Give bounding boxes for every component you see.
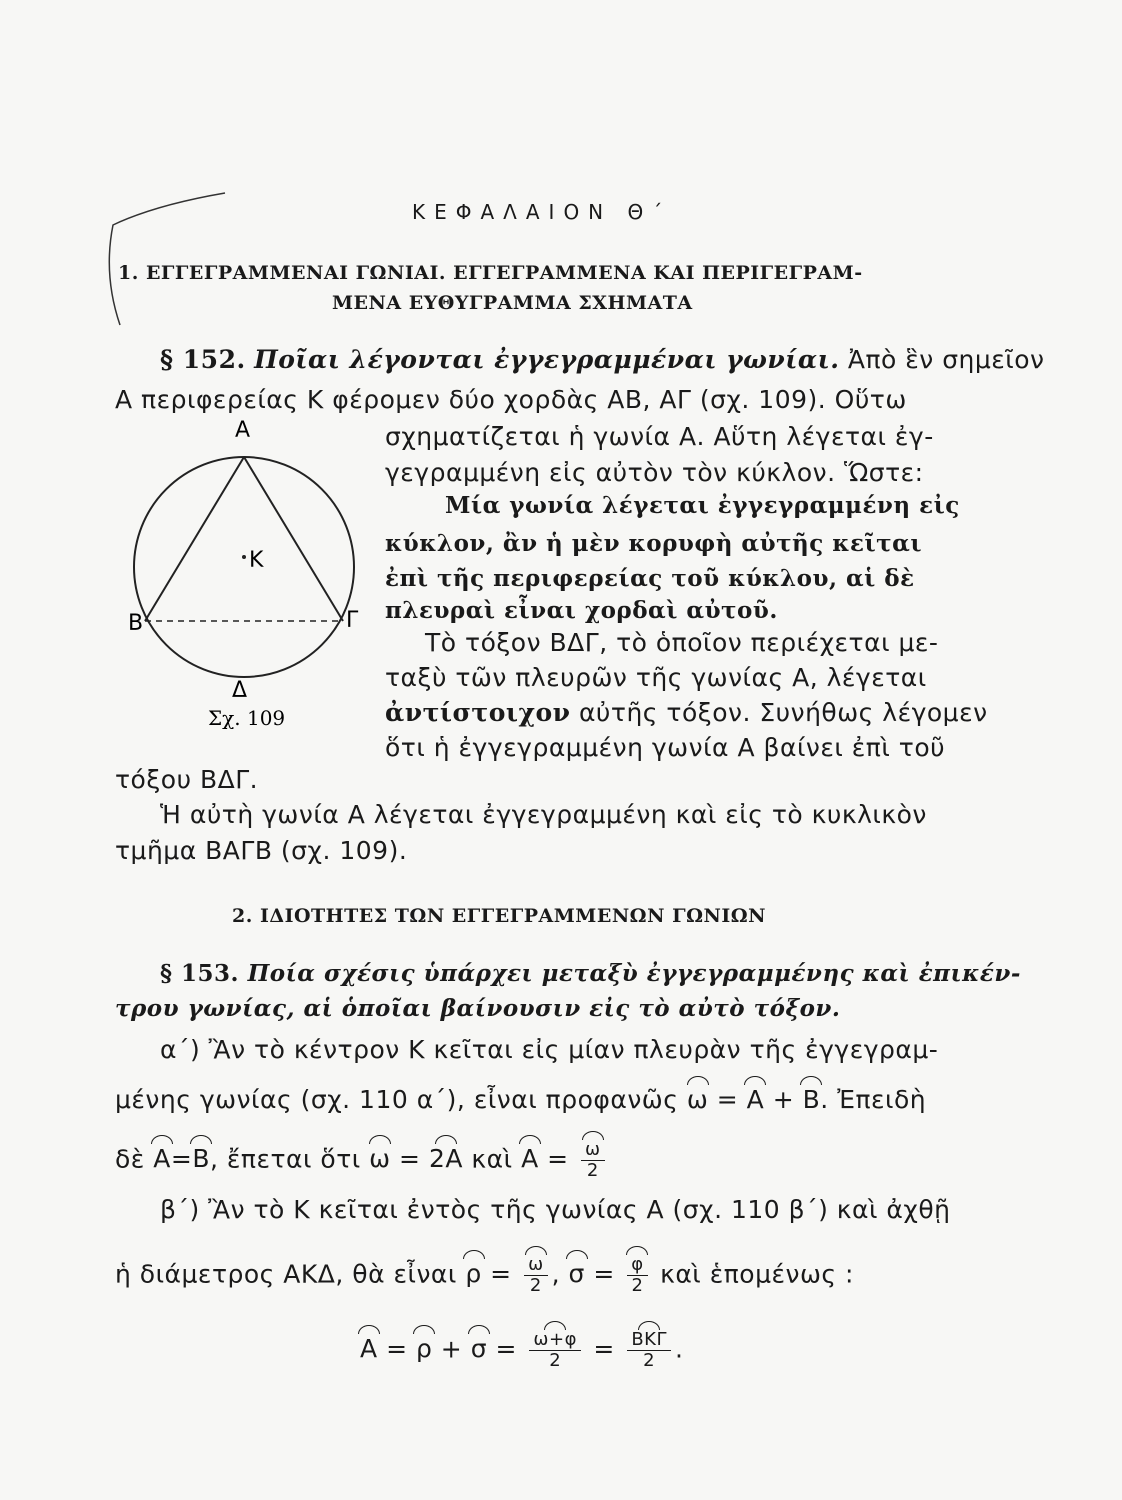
paragraph-title: Ποία σχέσις ὑπάρχει μεταξὺ ἐγγεγραμμένης καὶ ἐπικέν- [247, 960, 1021, 987]
fraction-omega-over-2 [581, 1140, 605, 1181]
angle-rho: ρ [415, 1334, 433, 1364]
operator: = [716, 1085, 739, 1114]
figure-caption: Σχ. 109 [208, 706, 286, 730]
paragraph-152-line5: Τὸ τόξον ΒΔΓ, τὸ ὁποῖον περιέχεται με- [425, 628, 939, 657]
definition-line2: κύκλον, ἂν ἡ μὲν κορυφὴ αὐτῆς κεῖται [385, 530, 922, 557]
punct: . [820, 1085, 829, 1114]
paragraph-152-line4: γεγραμμένη εἰς αὐτὸν τὸν κύκλον. Ὥστε: [385, 458, 924, 487]
operator: = [386, 1334, 408, 1364]
denominator: 2 [586, 1159, 599, 1181]
operator: = [593, 1259, 615, 1289]
angle-A: Α [153, 1144, 171, 1174]
angle-A: Α [746, 1085, 765, 1114]
two-A: 2Α [428, 1144, 463, 1174]
case-b-line2 [115, 1255, 854, 1296]
angle-B: Β [192, 1144, 210, 1174]
operator: = [547, 1144, 569, 1174]
chord-AB [145, 457, 244, 621]
case-a-line2 [115, 1085, 926, 1114]
definition-line3: ἐπὶ τῆς περιφερείας τοῦ κύκλου, αἱ δὲ [385, 565, 915, 592]
text: αὐτῆς τόξον. Συνήθως λέγομεν [578, 698, 988, 727]
denominator: 2 [529, 1274, 542, 1296]
paragraph-152-line7 [385, 698, 988, 727]
operator: = [593, 1334, 615, 1364]
angle-omega: ω [369, 1144, 391, 1174]
angle-B: Β [802, 1085, 821, 1114]
chord-AG [244, 457, 343, 621]
label-B: Β [128, 611, 144, 636]
paragraph-152-line6: ταξὺ τῶν πλευρῶν τῆς γωνίας Α, λέγεται [385, 663, 927, 692]
paragraph-title: Ποῖαι λέγονται ἐγγεγραμμέναι γωνίαι. [254, 345, 840, 374]
fraction-omega-over-2 [524, 1255, 548, 1296]
paragraph-152-line8: ὅτι ἡ ἐγγεγραμμένη γωνία Α βαίνει ἐπὶ τοῦ [385, 733, 946, 762]
section-number: § 153. [160, 960, 240, 987]
text: ἡ διάμετρος ΑΚΔ, θὰ εἶναι [115, 1259, 457, 1289]
operator: + [772, 1085, 795, 1114]
case-a-line1: α΄) Ἂν τὸ κέντρον Κ κεῖται εἰς μίαν πλευρὰν τῆς ἐγγεγραμ- [160, 1035, 939, 1064]
section-number: § 152. [160, 345, 246, 374]
text: καὶ [471, 1144, 513, 1174]
operator: = [490, 1259, 512, 1289]
margin-bracket-mark [95, 185, 245, 335]
section-1-heading-line2: ΜΕΝΑ ΕΥΘΥΓΡΑΜΜΑ ΣΧΗΜΑΤΑ [332, 292, 693, 314]
paragraph-152-line1 [160, 345, 1045, 374]
angle-A: Α [360, 1334, 378, 1364]
paragraph-153-title-line2: τρου γωνίας, αἱ ὁποῖαι βαίνουσιν εἰς τὸ αὐτὸ τόξον. [115, 995, 841, 1022]
text: καὶ ἑπομένως : [660, 1259, 854, 1289]
label-D: Δ [232, 678, 248, 703]
numerator: ω+φ [529, 1330, 581, 1351]
definition-line1: Μία γωνία λέγεται ἐγγεγραμμένη εἰς [445, 492, 960, 519]
numerator: ΒΚΓ [627, 1330, 671, 1351]
circle [134, 457, 354, 677]
fraction-phi-over-2 [627, 1255, 647, 1296]
angle-A: Α [521, 1144, 539, 1174]
denominator: 2 [549, 1349, 562, 1371]
paragraph-152-line9: τόξου ΒΔΓ. [115, 765, 259, 794]
paragraph-153-title-line1 [160, 960, 1021, 987]
text: δὲ [115, 1144, 145, 1174]
angle-sigma: σ [568, 1259, 585, 1289]
denominator: 2 [643, 1349, 656, 1371]
label-A: Α [235, 418, 251, 443]
text: μένης γωνίας (σχ. 110 α΄), εἶναι προφανῶς [115, 1085, 679, 1114]
definition-line4: πλευραὶ εἶναι χορδαὶ αὐτοῦ. [385, 597, 778, 624]
label-G: Γ [346, 608, 359, 633]
fraction-BKG-over-2 [627, 1330, 671, 1371]
text: Ἐπειδὴ [837, 1085, 927, 1114]
section-1-heading-line1: 1. ΕΓΓΕΓΡΑΜΜΕΝΑΙ ΓΩΝΙΑΙ. ΕΓΓΕΓΡΑΜΜΕΝΑ ΚΑΙ ΠΕΡΙΓΕΓΡΑΜ- [118, 262, 863, 284]
numerator: ω [581, 1140, 605, 1161]
section-2-heading: 2. ΙΔΙΟΤΗΤΕΣ ΤΩΝ ΕΓΓΕΓΡΑΜΜΕΝΩΝ ΓΩΝΙΩΝ [232, 905, 767, 927]
paragraph-152-line10: Ἡ αὐτὴ γωνία Α λέγεται ἐγγεγραμμένη καὶ εἰς τὸ κυκλικὸν [160, 800, 927, 829]
angle-sigma: σ [470, 1334, 488, 1364]
fraction-omegaphi-over-2 [529, 1330, 581, 1371]
operator: = [495, 1334, 517, 1364]
operator: = [399, 1144, 421, 1174]
chapter-title: ΚΕΦΑΛΑΙΟΝ Θ΄ [412, 200, 672, 224]
paragraph-152-line2: Α περιφερείας Κ φέρομεν δύο χορδὰς ΑΒ, ΑΓ (σχ. 109). Οὕτω [115, 385, 907, 414]
punct: . [675, 1334, 684, 1364]
figure-109 [120, 415, 380, 735]
angle-omega: ω [686, 1085, 709, 1114]
center-point [242, 555, 246, 559]
angle-rho: ρ [465, 1259, 482, 1289]
case-a-line3 [115, 1140, 609, 1181]
paragraph-152-line3: σχηματίζεται ἡ γωνία Α. Αὕτη λέγεται ἐγ- [385, 422, 934, 451]
numerator: ω [524, 1255, 548, 1276]
denominator: 2 [631, 1274, 644, 1296]
punct: , [551, 1259, 561, 1289]
paragraph-152-line11: τμῆμα ΒΑΓΒ (σχ. 109). [115, 836, 408, 865]
operator: = [170, 1144, 193, 1174]
term-corresponding: ἀντίστοιχον [385, 698, 571, 727]
text: Ἀπὸ ἓν σημεῖον [847, 345, 1045, 374]
final-equation [360, 1330, 683, 1371]
text: , ἔπεται ὅτι [209, 1144, 361, 1174]
numerator: φ [627, 1255, 647, 1276]
case-b-line1: β΄) Ἂν τὸ Κ κεῖται ἐντὸς τῆς γωνίας Α (σχ. 110 β΄) καὶ ἀχθῇ [160, 1195, 951, 1224]
operator: + [440, 1334, 463, 1364]
label-K: Κ [249, 548, 264, 573]
